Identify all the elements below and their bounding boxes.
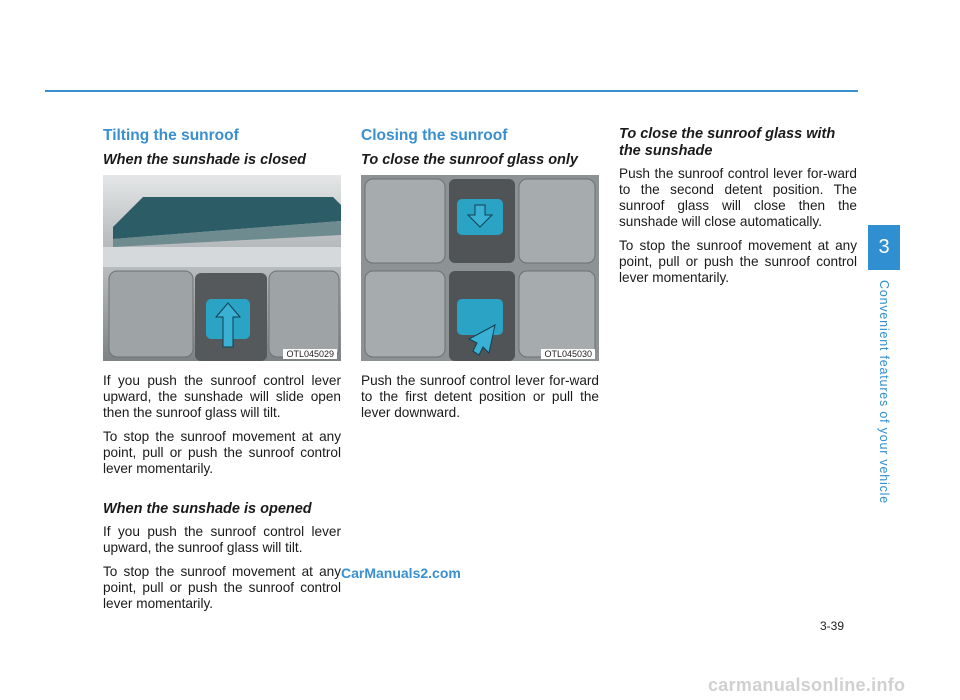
watermark-bottom: carmanualsonline.info	[708, 675, 906, 695]
sunroof-tilt-illustration	[103, 175, 341, 361]
subtitle-sunshade-closed: When the sunshade is closed	[103, 152, 307, 168]
figure-otl045030	[361, 175, 599, 361]
column-close-with-sunshade	[619, 126, 857, 294]
column-closing	[361, 126, 599, 429]
paragraph: Push the sunroof control lever for-ward to the second detent position. The sunroof glass will close then the sunshade will close automatically.	[619, 166, 857, 229]
header-rule	[45, 90, 858, 92]
paragraph: To stop the sunroof movement at any point, pull or push the sunroof control lever momentarily.	[103, 429, 341, 476]
subtitle-sunshade-opened: When the sunshade is opened	[103, 501, 312, 517]
figure-code: OTL045030	[541, 349, 595, 359]
chapter-tab: 3	[868, 225, 900, 270]
section-title-tilting: Tilting the sunroof	[103, 127, 239, 144]
column-tilting	[103, 126, 341, 620]
paragraph: To stop the sunroof movement at any point, pull or push the sunroof control lever momentarily.	[619, 238, 857, 285]
chapter-label: Convenient features of your vehicle	[877, 280, 891, 504]
sunroof-close-illustration	[361, 175, 599, 361]
paragraph: If you push the sunroof control lever upward, the sunroof glass will tilt.	[103, 524, 341, 555]
figure-code: OTL045029	[283, 349, 337, 359]
paragraph: To stop the sunroof movement at any point, pull or push the sunroof control lever momentarily.	[103, 564, 341, 611]
paragraph: Push the sunroof control lever for-ward to the first detent position or pull the lever downward.	[361, 373, 599, 420]
paragraph: If you push the sunroof control lever upward, the sunshade will slide open then the sunroof glass will tilt.	[103, 373, 341, 420]
section-title-closing: Closing the sunroof	[361, 127, 508, 144]
watermark-top: CarManuals2.com	[341, 565, 461, 581]
page-number: 3-39	[820, 619, 845, 633]
figure-otl045029	[103, 175, 341, 361]
subtitle-glass-with-sunshade: To close the sunroof glass with the sunshade	[619, 126, 836, 159]
subtitle-glass-only: To close the sunroof glass only	[361, 152, 578, 168]
